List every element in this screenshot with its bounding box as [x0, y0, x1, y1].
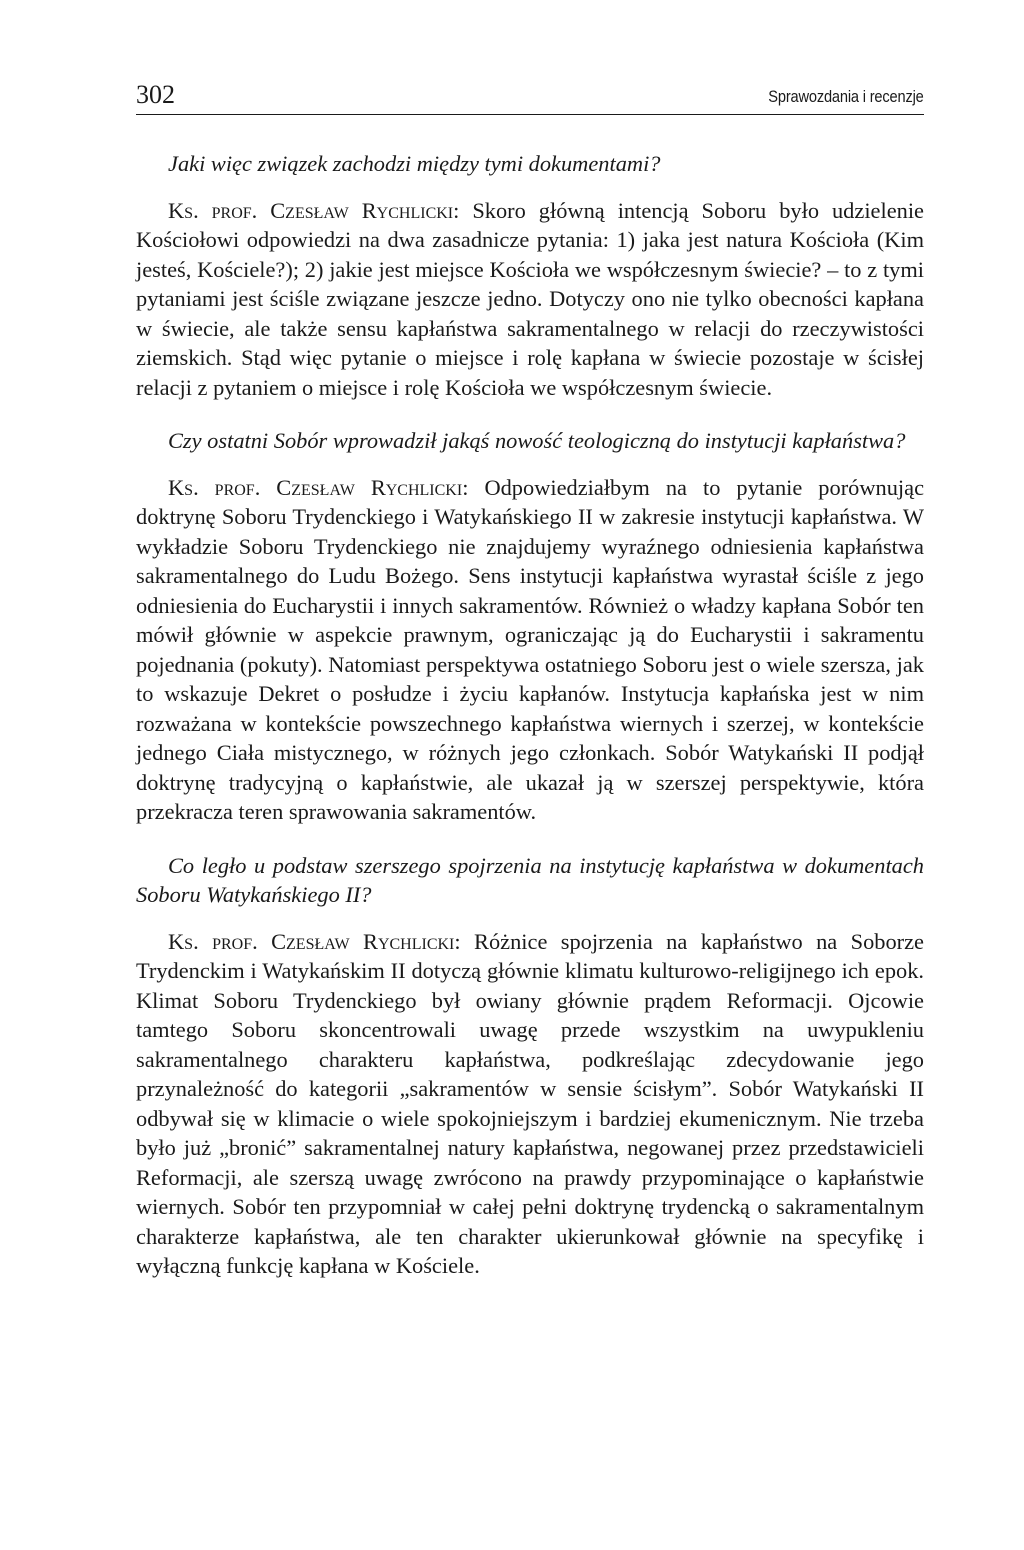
interview-answer [136, 473, 924, 827]
article-body [136, 149, 924, 1281]
interview-answer [136, 196, 924, 403]
speaker-name: Ks. prof. Czesław Rychlicki: [168, 928, 461, 954]
interview-answer [136, 927, 924, 1281]
interview-question: Czy ostatni Sobór wprowadził jakąś nowość teologiczną do instytucji kapłaństwa? [168, 428, 906, 453]
document-page [136, 78, 924, 1305]
running-header [136, 78, 924, 115]
answer-text: Skoro główną intencją Soboru było udzielenie Kościołowi odpowiedzi na dwa zasadnicze pytania: 1) jaka jest natura Kościoła (Kim jesteś, Kościele?); 2) jakie jest miejsce Kościoła we współczesnym świecie? – to z tymi pytaniami jest ściśle związane jeszcze jedno. Dotyczy ono nie tylko obecności kapłana w świecie, ale także sensu kapłaństwa sakramentalnego w relacji do rzeczywistości ziemskich. Stąd więc pytanie o miejsce i rolę kapłana w świecie pozostaje w ścisłej relacji z pytaniem o miejsce i rolę Kościoła we współczesnym świecie. [136, 197, 924, 400]
section-title: Sprawozdania i recenzje [768, 87, 924, 106]
answer-text: Odpowiedziałbym na to pytanie porównując doktrynę Soboru Trydenckiego i Watykańskiego II w zakresie instytucji kapłaństwa. W wykładzie Soboru Trydenckiego nie znajdujemy wyraźnego odniesienia kapłaństwa sakramentalnego do Ludu Bożego. Sens instytucji kapłaństwa wyrastał ściśle z jego odniesienia do Eucharystii i innych sakramentów. Również o władzy kapłana Sobór ten mówił głównie w aspekcie prawnym, ograniczając ją do Eucharystii i sakramentu pojednania (pokuty). Natomiast perspektywa ostatniego Soboru jest o wiele szersza, jak to wskazuje Dekret o posłudze i życiu kapłanów. Instytucja kapłańska jest w nim rozważana w kontekście powszechnego kapłaństwa wiernych i szerzej, w kontekście jednego Ciała mistycznego, w różnych jego członkach. Sobór Watykański II podjął doktrynę tradycyjną o kapłaństwie, ale ukazał ją w szerszej perspektywie, która przekracza teren sprawowania sakramentów. [136, 474, 925, 824]
page-number: 302 [136, 80, 175, 109]
interview-question: Co legło u podstaw szerszego spojrzenia na instytucję kapłaństwa w dokumentach Soboru Watykańskiego II? [136, 852, 924, 907]
speaker-name: Ks. prof. Czesław Rychlicki: [168, 474, 469, 500]
speaker-name: Ks. prof. Czesław Rychlicki: [168, 197, 460, 223]
interview-question: Jaki więc związek zachodzi między tymi dokumentami? [168, 151, 661, 176]
answer-text: Różnice spojrzenia na kapłaństwo na Soborze Trydenckim i Watykańskim II dotyczą głównie klimatu kulturowo-religijnego ich epok. Klimat Soboru Trydenckiego był owiany głównie prądem Reformacji. Ojcowie tamtego Soboru skoncentrowali uwagę przede wszystkim na uwypukleniu sakramentalnego charakteru kapłaństwa, podkreślając zdecydowanie jego przynależność do kategorii „sakramentów w sensie ścisłym”. Sobór Watykański II odbywał się w klimacie o wiele spokojniejszym i bardziej ekumenicznym. Nie trzeba było już „bronić” sakramentalnej natury kapłaństwa, negowanej przez przedstawicieli Reformacji, ale szerszą uwagę zwrócono na prawdy przypominające o kapłaństwie wiernych. Sobór ten przypomniał w całej pełni doktrynę trydencką o sakramentalnym charakterze kapłaństwa, ale ten charakter ukierunkował głównie na specyfikę i wyłączną funkcję kapłana w Kościele. [136, 928, 924, 1278]
